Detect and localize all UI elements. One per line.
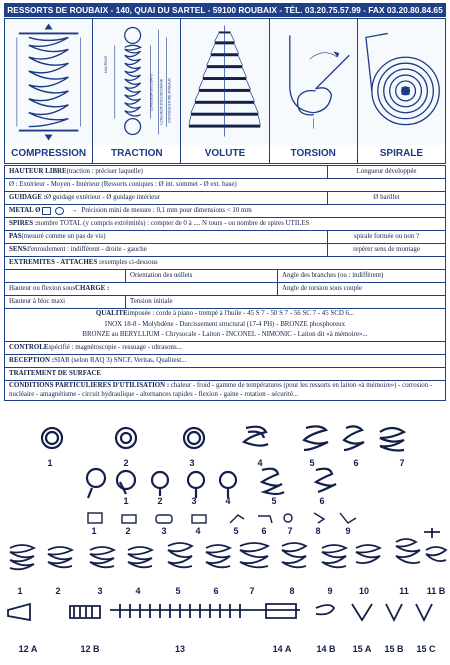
type-volute (181, 19, 269, 163)
row-orientation (5, 270, 445, 283)
row-bloc (5, 296, 445, 309)
traction-dim-hook: LONGUEUR D'ACCROCHAGE (159, 78, 164, 125)
metal-label: METAL Ø (9, 206, 41, 214)
traction-dim-height: HAUTEUR (104, 55, 109, 74)
conditions-label: CONDITIONS PARTICULIERES D'UTILISATION : (9, 381, 170, 389)
specification-form (4, 165, 446, 401)
type-torsion (270, 19, 358, 163)
end-r1-7 (380, 428, 404, 451)
row-qualite (5, 309, 445, 342)
spirale-formee: spirale formée ou non ? (327, 231, 445, 243)
label-r2-5: 5 (271, 496, 277, 506)
extremites-text: exemples ci-dessous (101, 258, 158, 266)
charge-label: CHARGE : (75, 284, 110, 292)
label-r4-11: 11 (399, 586, 409, 596)
label-r3-6: 6 (261, 526, 267, 536)
type-label-torsion: TORSION (270, 145, 357, 163)
qualite-line1: imposée : corde à piano - trempé à l'huile - 45 S 7 - 50 S 7 - 56 SC 7 - 45 SCD 6... (127, 310, 355, 317)
label-r1-5: 5 (309, 458, 315, 468)
label-r1-7: 7 (399, 458, 405, 468)
label-r1-3: 3 (189, 458, 195, 468)
label-r3-5: 5 (233, 526, 239, 536)
label-r4-7: 7 (249, 586, 255, 596)
angle-torsion: Angle de torsion sous couple (277, 283, 445, 295)
end-r2-3 (152, 472, 168, 496)
row-charge (5, 283, 445, 296)
spires-text: nombre TOTAL (y compris extrémités) : compter de 0 à .... N tours - ou nombre de spires UTILES (37, 219, 310, 227)
row-pas (5, 231, 445, 244)
guidage-text: Ø guidage extérieur - Ø guidage intérieur (45, 193, 160, 201)
row-guidage (5, 192, 445, 205)
label-r5-12a: 12 A (18, 644, 38, 654)
label-r4-10: 10 (358, 586, 370, 596)
label-r4-5: 5 (175, 586, 181, 596)
label-r3-2: 2 (125, 526, 131, 536)
company-header: RESSORTS DE ROUBAIX - 140, QUAI DU SARTEL - 59100 ROUBAIX - TÉL. 03.20.75.57.99 - FAX 03.20.80.84.65 (4, 3, 446, 17)
row-extremites (5, 257, 445, 270)
tension-initiale: Tension initiale (125, 296, 277, 308)
hauteur-libre-label: HAUTEUR LIBRE (9, 167, 67, 175)
barillet: Ø barillet (327, 192, 445, 204)
label-r2-2: 2 (157, 496, 163, 506)
compression-diagram (5, 19, 92, 145)
type-compression (5, 19, 93, 163)
label-r5-15b: 15 B (384, 644, 404, 654)
label-r4-1: 1 (17, 586, 23, 596)
traction-diagram (93, 19, 180, 145)
traction-dim-body: LONGUEUR DU CORPS (149, 74, 154, 111)
row-conditions (5, 381, 445, 400)
row-diametre (5, 179, 445, 192)
row-controle (5, 342, 445, 355)
label-r1-1: 1 (47, 458, 53, 468)
end-r5 (8, 604, 432, 620)
reception-text: SIAR (selon RAQ 3) SNCF, Veritas, Qualitest... (53, 356, 187, 364)
label-r1-6: 6 (353, 458, 359, 468)
label-r3-8: 8 (315, 526, 321, 536)
label-r4-6: 6 (213, 586, 219, 596)
spring-types-panel (4, 18, 446, 164)
conditions-text: chaleur - froid - gamme de températures (pour les ressorts en laiton «à mémoire») - corrosion - nucléaire - amagnétisme - circuit hydraulique - alternances rapides - flexion - gaine - rotation - sécurité... (9, 381, 433, 398)
controle-label: CONTROLE (9, 343, 49, 351)
sens-montage: repérer sens de montage (327, 244, 445, 256)
sens-label: SENS (9, 245, 27, 253)
label-r4-11b: 11 B (426, 586, 446, 596)
pas-text: (mesuré comme un pas de vis) (21, 232, 106, 240)
end-r2-6 (262, 469, 284, 494)
type-label-compression: COMPRESSION (5, 145, 92, 163)
label-r3-7: 7 (287, 526, 293, 536)
torsion-diagram (270, 19, 357, 145)
type-label-volute: VOLUTE (181, 145, 268, 163)
end-r4 (10, 528, 446, 569)
label-r5-15a: 15 A (352, 644, 372, 654)
spirale-diagram (358, 19, 445, 145)
label-r5-14b: 14 B (316, 644, 336, 654)
label-r2-3: 3 (191, 496, 197, 506)
label-r3-1: 1 (91, 526, 97, 536)
label-r4-3: 3 (97, 586, 103, 596)
metal-square-icon (42, 207, 51, 215)
label-r5-13: 13 (174, 644, 186, 654)
end-r1-1 (42, 428, 62, 448)
row-hauteur-libre (5, 166, 445, 179)
row-reception (5, 355, 445, 368)
extremites-label: EXTREMITES - ATTACHES : (9, 258, 102, 266)
hauteur-bloc: Hauteur à bloc maxi (9, 297, 66, 305)
label-r4-4: 4 (135, 586, 141, 596)
end-r1-4 (244, 427, 268, 446)
label-r1-2: 2 (123, 458, 129, 468)
end-r3 (88, 513, 356, 523)
end-r2-5 (220, 472, 236, 498)
label-r4-9: 9 (327, 586, 333, 596)
end-r2-4 (188, 472, 204, 498)
hauteur-charge: Hauteur ou flexion sous (9, 284, 76, 292)
angle-branches: Angle des branches (ou : indifférent) (277, 270, 445, 282)
end-r1-3 (184, 428, 204, 448)
label-r3-3: 3 (161, 526, 167, 536)
label-r5-15c: 15 C (416, 644, 436, 654)
label-r2-4: 4 (225, 496, 231, 506)
orientation-oeillets: Orientation des œillets (125, 270, 277, 282)
label-r5-14a: 14 A (272, 644, 292, 654)
end-r2-7 (316, 469, 336, 492)
end-r2-2 (117, 471, 135, 494)
label-r5-12b: 12 B (80, 644, 100, 654)
reception-label: RECEPTION : (9, 356, 54, 364)
end-r1-5 (304, 426, 328, 450)
traction-dim-rings: DISTANCE ENTRE ANNEAUX (167, 77, 172, 123)
type-traction (93, 19, 181, 163)
qualite-label: QUALITE (95, 310, 128, 317)
label-r1-4: 4 (257, 458, 263, 468)
end-r2-1 (87, 469, 105, 498)
row-traitement (5, 368, 445, 381)
spires-label: SPIRES : (9, 219, 38, 227)
label-r2-6: 6 (319, 496, 325, 506)
end-r1-6 (344, 426, 364, 450)
examples-drawing (0, 420, 450, 660)
label-r4-8: 8 (289, 586, 295, 596)
label-r4-2: 2 (55, 586, 61, 596)
label-r2-1: 1 (123, 496, 129, 506)
row-sens (5, 244, 445, 257)
longueur-developpee: Longueur développée (327, 166, 445, 178)
row-metal (5, 205, 445, 218)
label-r3-9: 9 (345, 526, 351, 536)
row-spires (5, 218, 445, 231)
traitement-label: TRAITEMENT DE SURFACE (9, 369, 102, 377)
metal-arrow-icon: → (70, 206, 78, 214)
pas-label: PAS (9, 232, 22, 240)
guidage-label: GUIDAGE : (9, 193, 46, 201)
metal-round-icon (55, 207, 64, 215)
end-r1-2 (116, 428, 136, 448)
qualite-line2: INOX 18-8 - Molybdène - Durcissement structural (17-4 PH) - BRONZE phosphoreux (104, 320, 346, 328)
type-label-spirale: SPIRALE (358, 145, 445, 163)
type-label-traction: TRACTION (93, 145, 180, 163)
metal-text: Précision mini de mesure : 0,1 mm pour dimensions < 10 mm (81, 206, 252, 214)
controle-text: spécifié : magnétoscopie - ressuage - ultrasons... (48, 343, 182, 351)
sens-text: d'enroulement : indifférent - droite - gauche (26, 245, 147, 253)
volute-diagram (181, 19, 268, 145)
type-spirale (358, 19, 445, 163)
label-r3-4: 4 (195, 526, 201, 536)
hauteur-libre-text: (traction : préciser laquelle) (66, 167, 143, 175)
end-examples (0, 420, 450, 660)
qualite-line3: BRONZE au BERYLLIUM - Chrysocale - Laiton - INCONEL - NIMONIC - Laiton dit «à mémoire»... (82, 331, 368, 339)
diametre-text: Ø : Extérieur - Moyen - Intérieur (Ressorts coniques : Ø int. sommet - Ø ext. base) (9, 180, 237, 188)
